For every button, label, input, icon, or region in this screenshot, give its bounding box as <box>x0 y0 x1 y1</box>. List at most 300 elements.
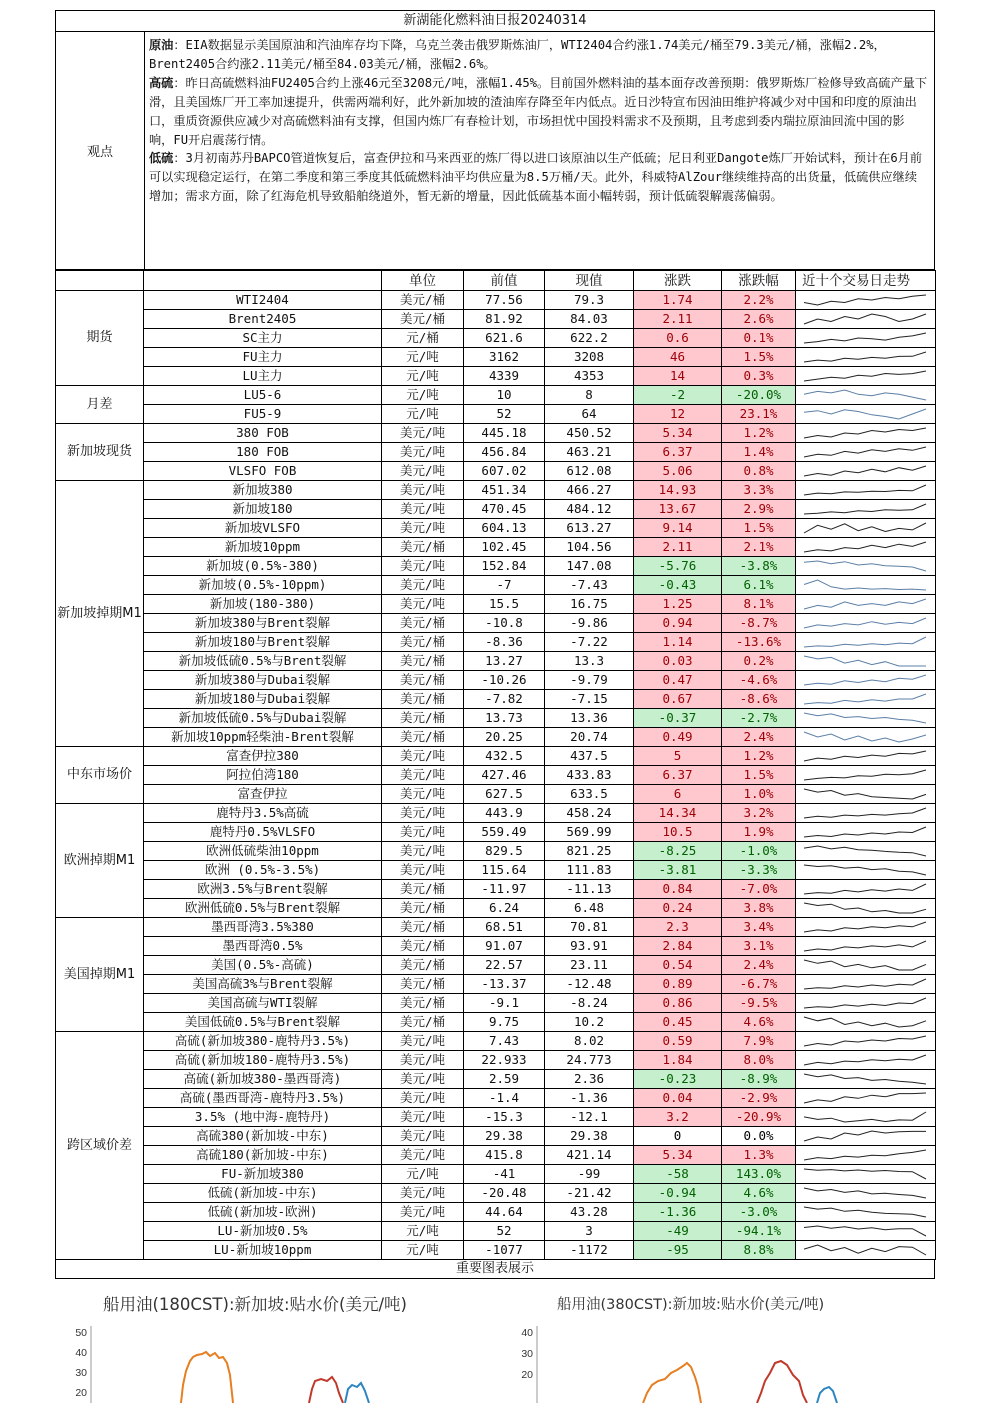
table-row <box>56 633 936 652</box>
sparkline-cell <box>796 348 936 367</box>
change-value: 1.74 <box>634 291 722 310</box>
opinion-crude-text: ：EIA数据显示美国原油和汽油库存均下降，乌克兰袭击俄罗斯炼油厂，WTI2404合约涨1.74美元/桶至79.3美元/桶，涨幅2.2%，Brent2405合约涨2.11美元/桶至84.03美元/桶，涨幅2.6%。 <box>149 38 886 71</box>
charts-area <box>55 1285 935 1403</box>
curr-value: 64 <box>545 405 634 424</box>
prev-value: -1.4 <box>464 1089 545 1108</box>
opinion-body <box>145 32 934 269</box>
change-pct: 1.2% <box>722 747 796 766</box>
sparkline <box>796 861 934 879</box>
sparkline-line <box>804 770 926 780</box>
curr-value: 463.21 <box>545 443 634 462</box>
change-pct: 4.6% <box>722 1184 796 1203</box>
sparkline <box>796 310 934 328</box>
table-header-cell: 近十个交易日走势 <box>796 271 936 291</box>
sparkline-line <box>804 732 926 742</box>
sparkline <box>796 386 934 404</box>
sparkline <box>796 804 934 822</box>
curr-value: -11.13 <box>545 880 634 899</box>
change-value: 14 <box>634 367 722 386</box>
unit-cell: 元/吨 <box>382 1165 464 1184</box>
change-value: 0.94 <box>634 614 722 633</box>
prev-value: 10 <box>464 386 545 405</box>
curr-value: 16.75 <box>545 595 634 614</box>
curr-value: 93.91 <box>545 937 634 956</box>
change-value: 0.86 <box>634 994 722 1013</box>
curr-value: 821.25 <box>545 842 634 861</box>
change-value: -0.94 <box>634 1184 722 1203</box>
change-value: -5.76 <box>634 557 722 576</box>
change-pct: -7.0% <box>722 880 796 899</box>
chart-series-line <box>345 1383 369 1403</box>
prev-value: -7.82 <box>464 690 545 709</box>
curr-value: -99 <box>545 1165 634 1184</box>
sparkline-cell <box>796 614 936 633</box>
sparkline-line <box>804 1036 926 1046</box>
unit-cell: 美元/吨 <box>382 595 464 614</box>
unit-cell: 美元/吨 <box>382 519 464 538</box>
table-row <box>56 1070 936 1089</box>
table-row <box>56 348 936 367</box>
item-name: LU-新加坡0.5% <box>144 1222 382 1241</box>
chart-series-line <box>643 1363 701 1403</box>
table-row <box>56 880 936 899</box>
curr-value: -7.22 <box>545 633 634 652</box>
prev-value: 415.8 <box>464 1146 545 1165</box>
change-value: 6.37 <box>634 443 722 462</box>
curr-value: 8 <box>545 386 634 405</box>
item-name: LU主力 <box>144 367 382 386</box>
curr-value: 13.36 <box>545 709 634 728</box>
sparkline <box>796 747 934 765</box>
sparkline-cell <box>796 481 936 500</box>
change-pct: 8.8% <box>722 1241 796 1260</box>
prev-value: -13.37 <box>464 975 545 994</box>
group-label: 中东市场价 <box>56 747 144 804</box>
y-tick-label: 50 <box>75 1327 87 1339</box>
sparkline-cell <box>796 519 936 538</box>
change-pct: -20.9% <box>722 1108 796 1127</box>
sparkline-cell <box>796 880 936 899</box>
change-pct: 2.4% <box>722 728 796 747</box>
sparkline-cell <box>796 443 936 462</box>
sparkline-line <box>804 371 926 381</box>
item-name: LU5-6 <box>144 386 382 405</box>
change-value: 5.06 <box>634 462 722 481</box>
change-pct: -9.5% <box>722 994 796 1013</box>
sparkline-cell <box>796 785 936 804</box>
sparkline-cell <box>796 1127 936 1146</box>
change-value: -1.36 <box>634 1203 722 1222</box>
prev-value: 607.02 <box>464 462 545 481</box>
sparkline-cell <box>796 709 936 728</box>
sparkline <box>796 576 934 594</box>
item-name: 低硫(新加坡-中东) <box>144 1184 382 1203</box>
table-header-cell: 单位 <box>382 271 464 291</box>
prev-value: 102.45 <box>464 538 545 557</box>
curr-value: 8.02 <box>545 1032 634 1051</box>
opinion-section <box>55 32 935 270</box>
unit-cell: 美元/桶 <box>382 538 464 557</box>
table-row <box>56 1127 936 1146</box>
sparkline-line <box>804 409 926 419</box>
prev-value: -8.36 <box>464 633 545 652</box>
item-name: 欧洲低硫0.5%与Brent裂解 <box>144 899 382 918</box>
sparkline <box>796 956 934 974</box>
opinion-crude-lead: 原油 <box>149 38 174 52</box>
sparkline <box>796 519 934 537</box>
price-table <box>55 270 936 1260</box>
item-name: 鹿特丹3.5%高硫 <box>144 804 382 823</box>
sparkline-cell <box>796 1165 936 1184</box>
prev-value: 559.49 <box>464 823 545 842</box>
change-value: 1.25 <box>634 595 722 614</box>
item-name: 新加坡180与Brent裂解 <box>144 633 382 652</box>
opinion-low-sulfur-text: ：3月初南苏丹BAPCO管道恢复后，富查伊拉和马来西亚的炼厂得以进口该原油以生产低硫；尼日利亚Dangote炼厂开始试料，预计在6月前可以实现稳定运行，在第二季度和第三季度其低硫燃料油平均供应量为8.5万桶/天。此外，科威特AlZour继续维持高的出货量，低硫供应继续增加；需求方面，除了红海危机导致船舶绕道外，暂无新的增量，因此低硫基本面小幅转弱，预计低硫裂解震荡偏弱。 <box>149 151 923 204</box>
sparkline-cell <box>796 405 936 424</box>
change-pct: 1.9% <box>722 823 796 842</box>
change-pct: 0.1% <box>722 329 796 348</box>
sparkline <box>796 975 934 993</box>
table-row <box>56 557 936 576</box>
item-name: 新加坡180 <box>144 500 382 519</box>
sparkline-line <box>804 865 926 875</box>
prev-value: 445.18 <box>464 424 545 443</box>
change-pct: -94.1% <box>722 1222 796 1241</box>
sparkline-line <box>804 390 926 400</box>
sparkline-cell <box>796 462 936 481</box>
y-tick-label: 20 <box>521 1369 533 1381</box>
opinion-high-sulfur-text: ：昨日高硫燃料油FU2405合约上涨46元至3208元/吨，涨幅1.45%。目前国外燃料油的基本面存改善预期：俄罗斯炼厂检修导致高硫产量下滑，且美国炼厂开工率加速提升，供需两端利好，此外新加坡的渣油库存降至年内低点。近日沙特宣布因油田维护将减少对中国和印度的原油出口，重质资源供应减少对高硫燃料油有支撑，但国内炼厂有春检计划，市场担忧中国投料需求不及预期，且考虑到委内瑞拉原油回流中国的影响，FU开启震荡行情。 <box>149 75 928 147</box>
sparkline <box>796 994 934 1012</box>
item-name: 鹿特丹0.5%VLSFO <box>144 823 382 842</box>
opinion-crude <box>149 36 928 74</box>
sparkline <box>796 1013 934 1031</box>
item-name: 新加坡低硫0.5%与Brent裂解 <box>144 652 382 671</box>
change-pct: 8.0% <box>722 1051 796 1070</box>
curr-value: -12.1 <box>545 1108 634 1127</box>
change-value: 2.11 <box>634 538 722 557</box>
sparkline-cell <box>796 804 936 823</box>
change-value: 0.67 <box>634 690 722 709</box>
sparkline-line <box>804 656 926 666</box>
sparkline-line <box>804 1093 926 1103</box>
group-label: 新加坡掉期M1 <box>56 481 144 747</box>
sparkline-cell <box>796 576 936 595</box>
table-row <box>56 291 936 310</box>
table-row <box>56 690 936 709</box>
chart-380cst-title: 船用油(380CST):新加坡:贴水价(美元/吨) <box>557 1297 825 1313</box>
table-row <box>56 1222 936 1241</box>
unit-cell: 美元/桶 <box>382 652 464 671</box>
prev-value: 29.38 <box>464 1127 545 1146</box>
prev-value: 20.25 <box>464 728 545 747</box>
unit-cell: 美元/吨 <box>382 481 464 500</box>
curr-value: -9.79 <box>545 671 634 690</box>
change-pct: -20.0% <box>722 386 796 405</box>
unit-cell: 美元/桶 <box>382 690 464 709</box>
table-row <box>56 1051 936 1070</box>
sparkline-line <box>804 903 926 913</box>
change-value: 12 <box>634 405 722 424</box>
table-row <box>56 1203 936 1222</box>
curr-value: 70.81 <box>545 918 634 937</box>
chart-series-line <box>817 1387 837 1403</box>
change-pct: 7.9% <box>722 1032 796 1051</box>
y-tick-label: 40 <box>521 1327 533 1339</box>
item-name: 美国高硫3%与Brent裂解 <box>144 975 382 994</box>
change-value: 0.04 <box>634 1089 722 1108</box>
change-pct: 3.3% <box>722 481 796 500</box>
table-row <box>56 500 936 519</box>
sparkline <box>796 1070 934 1088</box>
unit-cell: 美元/吨 <box>382 1051 464 1070</box>
sparkline-line <box>804 637 926 647</box>
change-pct: -3.3% <box>722 861 796 880</box>
group-label: 期货 <box>56 291 144 386</box>
curr-value: 29.38 <box>545 1127 634 1146</box>
sparkline-cell <box>796 557 936 576</box>
sparkline-cell <box>796 823 936 842</box>
table-row <box>56 386 936 405</box>
unit-cell: 美元/桶 <box>382 1013 464 1032</box>
chart-series-line <box>309 1377 343 1403</box>
table-row <box>56 1241 936 1260</box>
change-value: 10.5 <box>634 823 722 842</box>
curr-value: 24.773 <box>545 1051 634 1070</box>
unit-cell: 美元/吨 <box>382 500 464 519</box>
prev-value: 13.73 <box>464 709 545 728</box>
item-name: 美国(0.5%-高硫) <box>144 956 382 975</box>
sparkline <box>796 1165 934 1183</box>
change-value: 0.54 <box>634 956 722 975</box>
change-pct: 2.9% <box>722 500 796 519</box>
item-name: 低硫(新加坡-欧洲) <box>144 1203 382 1222</box>
item-name: 新加坡380与Dubai裂解 <box>144 671 382 690</box>
unit-cell: 美元/吨 <box>382 462 464 481</box>
curr-value: 450.52 <box>545 424 634 443</box>
unit-cell: 美元/吨 <box>382 861 464 880</box>
sparkline <box>796 538 934 556</box>
prev-value: 604.13 <box>464 519 545 538</box>
item-name: 欧洲3.5%与Brent裂解 <box>144 880 382 899</box>
curr-value: 2.36 <box>545 1070 634 1089</box>
change-value: 14.93 <box>634 481 722 500</box>
prev-value: 451.34 <box>464 481 545 500</box>
sparkline <box>796 291 934 309</box>
curr-value: 622.2 <box>545 329 634 348</box>
change-pct: 1.5% <box>722 348 796 367</box>
sparkline <box>796 842 934 860</box>
change-pct: 8.1% <box>722 595 796 614</box>
change-value: 5 <box>634 747 722 766</box>
unit-cell: 美元/吨 <box>382 823 464 842</box>
prev-value: 68.51 <box>464 918 545 937</box>
change-pct: 2.4% <box>722 956 796 975</box>
change-pct: 3.8% <box>722 899 796 918</box>
prev-value: 3162 <box>464 348 545 367</box>
sparkline-cell <box>796 1051 936 1070</box>
sparkline-line <box>804 694 926 704</box>
sparkline-line <box>804 295 926 305</box>
prev-value: 443.9 <box>464 804 545 823</box>
sparkline-line <box>804 941 926 951</box>
y-tick-label: 30 <box>521 1348 533 1360</box>
curr-value: 569.99 <box>545 823 634 842</box>
prev-value: 621.6 <box>464 329 545 348</box>
change-pct: -2.7% <box>722 709 796 728</box>
prev-value: 115.64 <box>464 861 545 880</box>
prev-value: 22.933 <box>464 1051 545 1070</box>
change-pct: -8.7% <box>722 614 796 633</box>
change-pct: -1.0% <box>722 842 796 861</box>
sparkline-cell <box>796 747 936 766</box>
change-pct: 143.0% <box>722 1165 796 1184</box>
sparkline <box>796 1127 934 1145</box>
unit-cell: 美元/桶 <box>382 310 464 329</box>
prev-value: 15.5 <box>464 595 545 614</box>
sparkline-cell <box>796 899 936 918</box>
sparkline-cell <box>796 690 936 709</box>
unit-cell: 美元/吨 <box>382 1127 464 1146</box>
sparkline-cell <box>796 937 936 956</box>
sparkline <box>796 1051 934 1069</box>
prev-value: 13.27 <box>464 652 545 671</box>
item-name: SC主力 <box>144 329 382 348</box>
prev-value: 9.75 <box>464 1013 545 1032</box>
table-header-cell: 涨跌幅 <box>722 271 796 291</box>
curr-value: 3 <box>545 1222 634 1241</box>
sparkline <box>796 614 934 632</box>
sparkline-cell <box>796 329 936 348</box>
item-name: Brent2405 <box>144 310 382 329</box>
change-pct: 1.2% <box>722 424 796 443</box>
change-value: -8.25 <box>634 842 722 861</box>
change-value: 0.89 <box>634 975 722 994</box>
item-name: 美国低硫0.5%与Brent裂解 <box>144 1013 382 1032</box>
unit-cell: 元/吨 <box>382 1241 464 1260</box>
item-name: 新加坡VLSFO <box>144 519 382 538</box>
unit-cell: 美元/吨 <box>382 1032 464 1051</box>
unit-cell: 美元/吨 <box>382 1089 464 1108</box>
table-row <box>56 956 936 975</box>
table-row <box>56 538 936 557</box>
item-name: WTI2404 <box>144 291 382 310</box>
change-pct: 4.6% <box>722 1013 796 1032</box>
chart-380cst <box>495 1285 935 1403</box>
sparkline-line <box>804 1074 926 1084</box>
curr-value: -7.15 <box>545 690 634 709</box>
unit-cell: 美元/吨 <box>382 424 464 443</box>
table-row <box>56 1165 936 1184</box>
change-value: 0 <box>634 1127 722 1146</box>
chart-380cst-plot <box>495 1285 935 1403</box>
sparkline <box>796 709 934 727</box>
table-row <box>56 576 936 595</box>
sparkline-line <box>804 428 926 438</box>
opinion-high-sulfur <box>149 74 928 150</box>
sparkline-cell <box>796 500 936 519</box>
unit-cell: 元/吨 <box>382 1222 464 1241</box>
change-pct: 3.2% <box>722 804 796 823</box>
sparkline-line <box>804 1245 926 1255</box>
table-row <box>56 899 936 918</box>
sparkline-line <box>804 1169 926 1179</box>
opinion-label: 观点 <box>56 32 145 269</box>
change-value: 0.49 <box>634 728 722 747</box>
sparkline <box>796 405 934 423</box>
curr-value: 20.74 <box>545 728 634 747</box>
change-pct: 3.1% <box>722 937 796 956</box>
change-pct: 23.1% <box>722 405 796 424</box>
unit-cell: 美元/桶 <box>382 291 464 310</box>
item-name: VLSFO FOB <box>144 462 382 481</box>
sparkline-cell <box>796 310 936 329</box>
sparkline-line <box>804 998 926 1008</box>
sparkline <box>796 500 934 518</box>
sparkline-cell <box>796 994 936 1013</box>
curr-value: -9.86 <box>545 614 634 633</box>
prev-value: 52 <box>464 405 545 424</box>
prev-value: -10.26 <box>464 671 545 690</box>
table-row <box>56 652 936 671</box>
curr-value: 84.03 <box>545 310 634 329</box>
change-value: 0.6 <box>634 329 722 348</box>
sparkline <box>796 557 934 575</box>
change-pct: -8.9% <box>722 1070 796 1089</box>
unit-cell: 美元/吨 <box>382 1108 464 1127</box>
sparkline-cell <box>796 861 936 880</box>
table-row <box>56 614 936 633</box>
unit-cell: 美元/桶 <box>382 937 464 956</box>
sparkline <box>796 652 934 670</box>
table-row <box>56 443 936 462</box>
curr-value: -7.43 <box>545 576 634 595</box>
sparkline-line <box>804 542 926 552</box>
unit-cell: 美元/桶 <box>382 918 464 937</box>
unit-cell: 美元/吨 <box>382 576 464 595</box>
change-pct: 6.1% <box>722 576 796 595</box>
change-pct: -4.6% <box>722 671 796 690</box>
sparkline-line <box>804 504 926 514</box>
table-header-row <box>56 271 936 291</box>
sparkline-cell <box>796 1241 936 1260</box>
change-pct: 1.4% <box>722 443 796 462</box>
change-value: 2.84 <box>634 937 722 956</box>
change-value: -2 <box>634 386 722 405</box>
prev-value: 456.84 <box>464 443 545 462</box>
prev-value: -7 <box>464 576 545 595</box>
unit-cell: 美元/桶 <box>382 880 464 899</box>
change-value: 0.45 <box>634 1013 722 1032</box>
change-value: -0.43 <box>634 576 722 595</box>
sparkline-cell <box>796 538 936 557</box>
sparkline-line <box>804 333 926 343</box>
sparkline <box>796 367 934 385</box>
chart-180cst <box>55 1285 485 1403</box>
item-name: 墨西哥湾3.5%380 <box>144 918 382 937</box>
group-label: 跨区域价差 <box>56 1032 144 1260</box>
item-name: 高硫180(新加坡-中东) <box>144 1146 382 1165</box>
curr-value: 104.56 <box>545 538 634 557</box>
sparkline-cell <box>796 1013 936 1032</box>
prev-value: 7.43 <box>464 1032 545 1051</box>
curr-value: 433.83 <box>545 766 634 785</box>
sparkline-cell <box>796 1089 936 1108</box>
change-pct: 1.0% <box>722 785 796 804</box>
change-pct: -13.6% <box>722 633 796 652</box>
sparkline <box>796 329 934 347</box>
prev-value: 2.59 <box>464 1070 545 1089</box>
